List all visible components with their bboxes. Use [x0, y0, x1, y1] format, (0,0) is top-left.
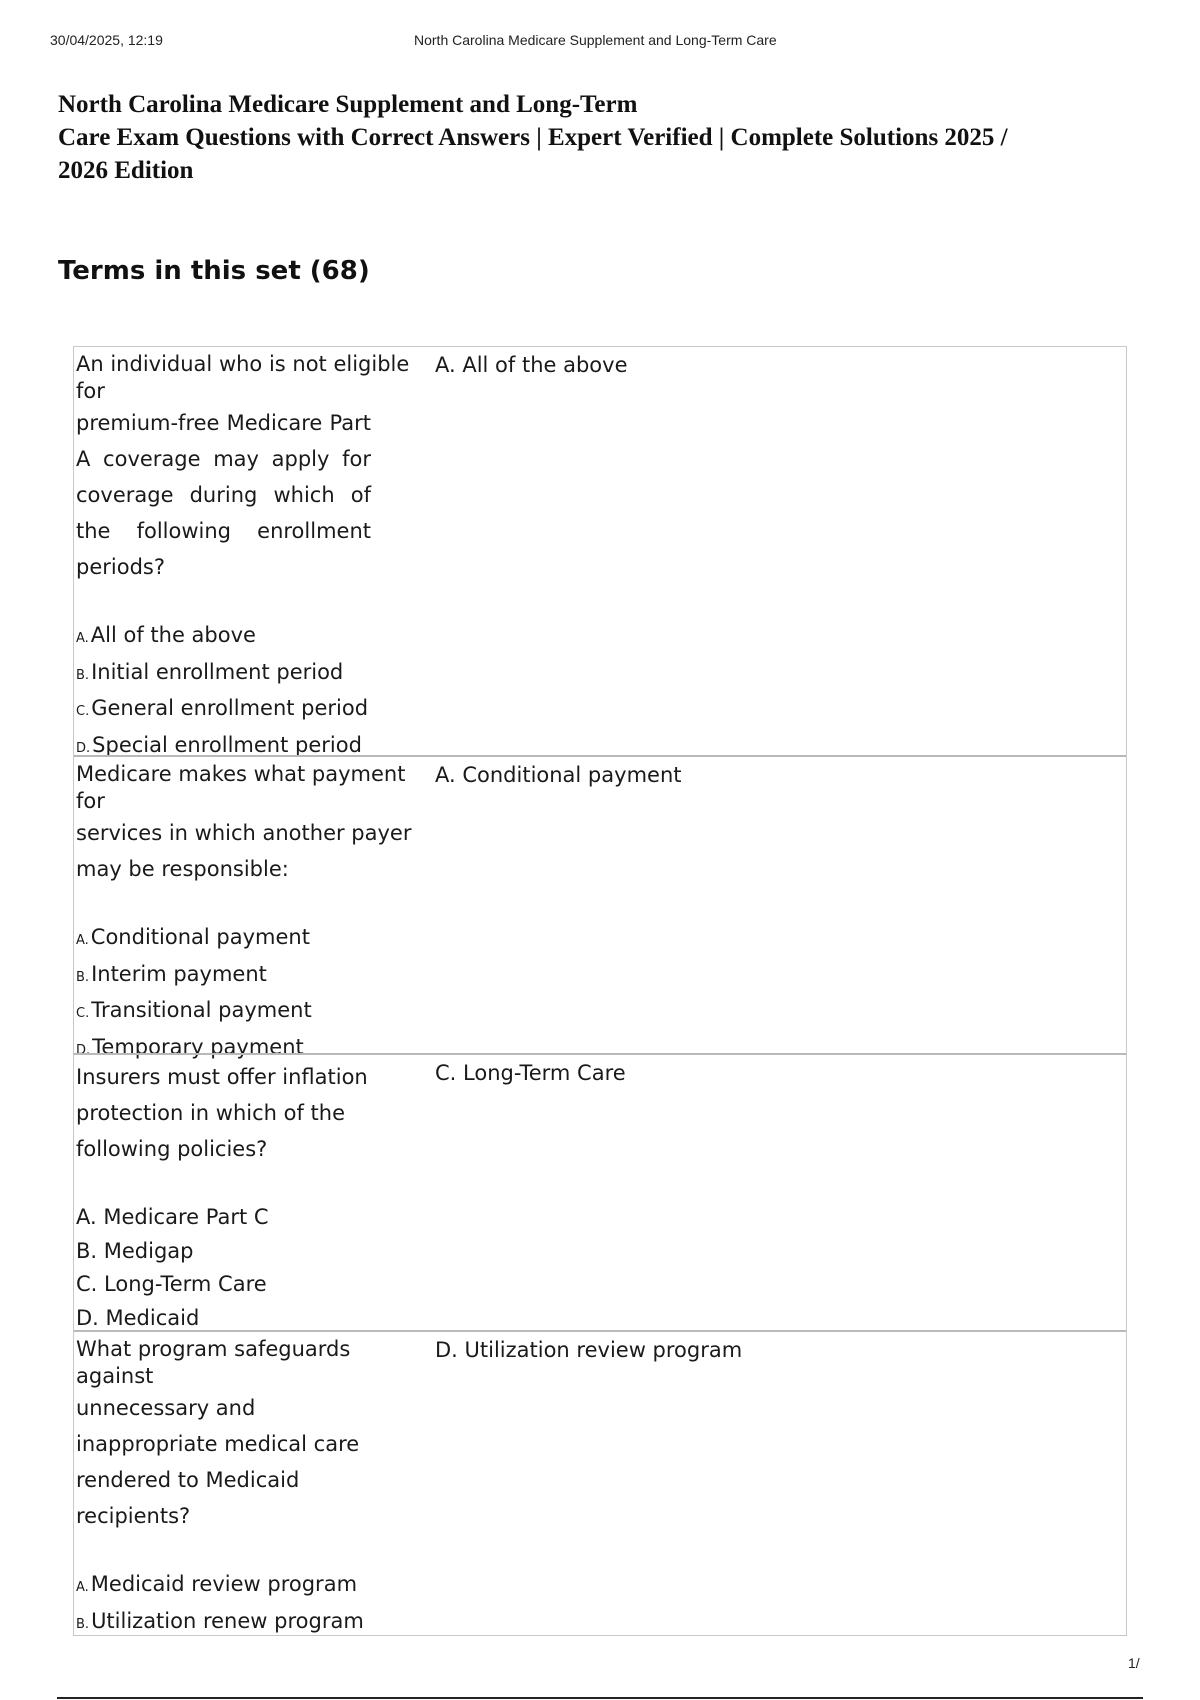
terms-table: [73, 346, 1127, 1636]
term-row: [74, 1053, 1126, 1330]
option-letter: A.: [76, 631, 89, 646]
answer-option: [76, 921, 396, 958]
question-line: periods?: [76, 555, 165, 579]
option-text: A. Medicare Part C: [76, 1205, 269, 1229]
question-line: unnecessary and: [76, 1396, 256, 1420]
document-title: [58, 88, 1158, 187]
question-line: following policies?: [76, 1137, 268, 1161]
print-page-title: North Carolina Medicare Supplement and Long-Term Care: [414, 32, 777, 48]
question-line: protection in which of the: [76, 1101, 346, 1125]
term-row: [74, 1330, 1126, 1635]
option-letter: A.: [76, 1580, 89, 1595]
answer-option: [76, 958, 396, 995]
question-line: Insurers must offer inflation: [76, 1065, 368, 1089]
answer-option: [76, 1568, 396, 1605]
print-datetime: 30/04/2025, 12:19: [50, 32, 163, 48]
option-text: D. Medicaid: [76, 1305, 200, 1330]
question-line: the following enrollment: [76, 519, 371, 543]
option-text: All of the above: [90, 623, 256, 647]
option-letter: D.: [76, 1042, 91, 1058]
term-answer: A. All of the above: [435, 353, 628, 377]
term-question: [76, 1059, 396, 1335]
answer-option: [76, 656, 396, 693]
option-letter: C.: [76, 704, 90, 719]
question-line: coverage during which of: [76, 483, 371, 507]
question-line: premium-free Medicare Part: [76, 411, 371, 435]
term-answer: A. Conditional payment: [435, 763, 682, 787]
question-line: What program safeguards: [76, 1337, 351, 1361]
term-answer: C. Long-Term Care: [435, 1061, 626, 1085]
answer-option: [76, 1605, 396, 1642]
term-question: [76, 351, 410, 765]
terms-heading: Terms in this set (68): [58, 256, 370, 286]
option-text: Interim payment: [91, 961, 267, 986]
answer-option: [76, 692, 396, 729]
term-row: [74, 755, 1126, 1059]
term-row: [74, 347, 1126, 755]
document-title-line: 2026 Edition: [58, 157, 194, 184]
question-line: An individual who is not eligible: [76, 352, 410, 376]
print-header: [50, 32, 1142, 52]
answer-option: [76, 1235, 396, 1269]
question-line: for: [76, 379, 105, 403]
question-line: may be responsible:: [76, 857, 289, 881]
question-line: for: [76, 789, 105, 813]
question-line: recipients?: [76, 1504, 191, 1528]
question-line: inappropriate medical care: [76, 1432, 360, 1456]
question-line: services in which another payer: [76, 821, 412, 845]
option-text: Temporary payment: [92, 1034, 304, 1059]
option-text: B. Medigap: [76, 1238, 194, 1263]
spacer: [76, 1534, 396, 1568]
question-line: A coverage may apply for: [76, 447, 371, 471]
term-answer: D. Utilization review program: [435, 1338, 743, 1362]
option-text: Conditional payment: [90, 925, 310, 949]
option-text: C. Long-Term Care: [76, 1272, 267, 1296]
option-text: Transitional payment: [91, 998, 312, 1022]
option-text: Initial enrollment period: [91, 659, 344, 684]
question-line: rendered to Medicaid: [76, 1468, 300, 1492]
page-number: 1/: [1128, 1655, 1140, 1671]
document-title-line: Care Exam Questions with Correct Answers | Expert Verified | Complete Solutions 2025 /: [58, 124, 1008, 151]
option-letter: B.: [76, 667, 90, 683]
term-question: [76, 1336, 396, 1641]
answer-option: [76, 619, 396, 656]
spacer: [76, 887, 396, 921]
option-letter: D.: [76, 740, 91, 756]
footer-divider: [57, 1697, 1143, 1699]
option-letter: A.: [76, 933, 89, 948]
spacer: [76, 1167, 396, 1201]
answer-option: [76, 1268, 396, 1302]
option-text: General enrollment period: [91, 696, 369, 720]
term-question: [76, 761, 412, 1067]
option-letter: B.: [76, 1616, 90, 1632]
option-letter: B.: [76, 969, 90, 985]
option-text: Utilization renew program: [91, 1608, 364, 1633]
question-line: Medicare makes what payment: [76, 762, 406, 786]
option-text: Special enrollment period: [92, 732, 362, 757]
answer-option: [76, 994, 396, 1031]
question-line: against: [76, 1364, 154, 1388]
option-text: Medicaid review program: [90, 1572, 358, 1596]
spacer: [76, 585, 396, 619]
document-title-line: North Carolina Medicare Supplement and Long-Term: [58, 91, 638, 118]
answer-option: [76, 1201, 396, 1235]
option-letter: C.: [76, 1006, 90, 1021]
